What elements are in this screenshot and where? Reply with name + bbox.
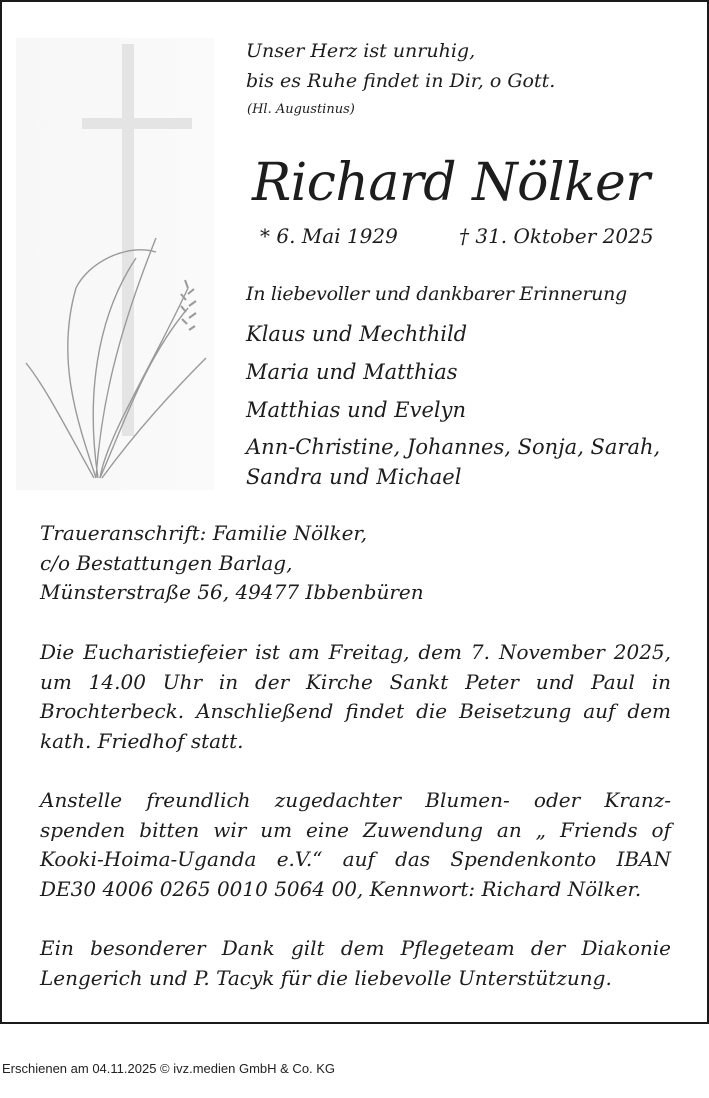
text-line: Ein besonderer Dank gilt dem Pflegeteam der Diakonie [40, 936, 671, 960]
text-line: Lengerich und P. Tacyk für die liebevolle Unterstützung. [40, 965, 612, 990]
text-line: Anstelle freundlich zugedachter Blumen- oder Kranz- [40, 788, 671, 812]
opening-quote [246, 36, 555, 96]
text-line: Brochterbeck. Anschließend findet die Beisetzung auf dem [40, 699, 671, 723]
mourner-list [246, 318, 666, 492]
text-line: Kooki-Hoima-Uganda e.V.“ auf das Spendenkonto IBAN [40, 847, 671, 871]
mourner-name: Matthias und Evelyn [246, 398, 467, 422]
text-line: spenden bitten wir um eine Zuwendung an „ Friends of [40, 817, 671, 842]
address-line: c/o Bestattungen Barlag, [40, 550, 293, 575]
birth-date: * 6. Mai 1929 [260, 224, 398, 248]
mourner-name: Klaus und Mechthild [246, 322, 468, 346]
deceased-name: Richard Nölker [252, 153, 650, 213]
cross-and-wheat-illustration [16, 38, 214, 490]
mourner-name: Maria und Matthias [246, 360, 458, 384]
address-line: Münsterstraße 56, 49477 Ibbenbüren [40, 580, 424, 604]
thanks-paragraph [40, 934, 671, 993]
text-line: kath. Friedhof statt. [40, 728, 244, 753]
text-line: DE30 4006 0265 0010 5064 00, Kennwort: Richard Nölker. [40, 876, 642, 901]
address-line: Traueranschrift: Familie Nölker, [40, 521, 368, 545]
text-line: um 14.00 Uhr in der Kirche Sankt Peter und Paul in [40, 669, 671, 694]
quote-source: (Hl. Augustinus) [247, 102, 355, 117]
text-line: Die Eucharistiefeier ist am Freitag, dem 7. November 2025, [40, 640, 671, 664]
publication-footer: Erschienen am 04.11.2025 © ivz.medien GmbH & Co. KG [2, 1061, 336, 1076]
donation-paragraph [40, 786, 671, 904]
death-date: † 31. Oktober 2025 [459, 224, 654, 248]
service-paragraph [40, 638, 671, 756]
mourning-address [40, 519, 671, 608]
quote-line: bis es Ruhe findet in Dir, o Gott. [246, 70, 556, 92]
quote-line: Unser Herz ist unruhig, [246, 40, 476, 62]
memorial-intro: In liebevoller und dankbarer Erinnerung [246, 283, 627, 305]
mourner-name: Ann-Christine, Johannes, Sonja, Sarah, Sandra und Michael [246, 435, 661, 489]
